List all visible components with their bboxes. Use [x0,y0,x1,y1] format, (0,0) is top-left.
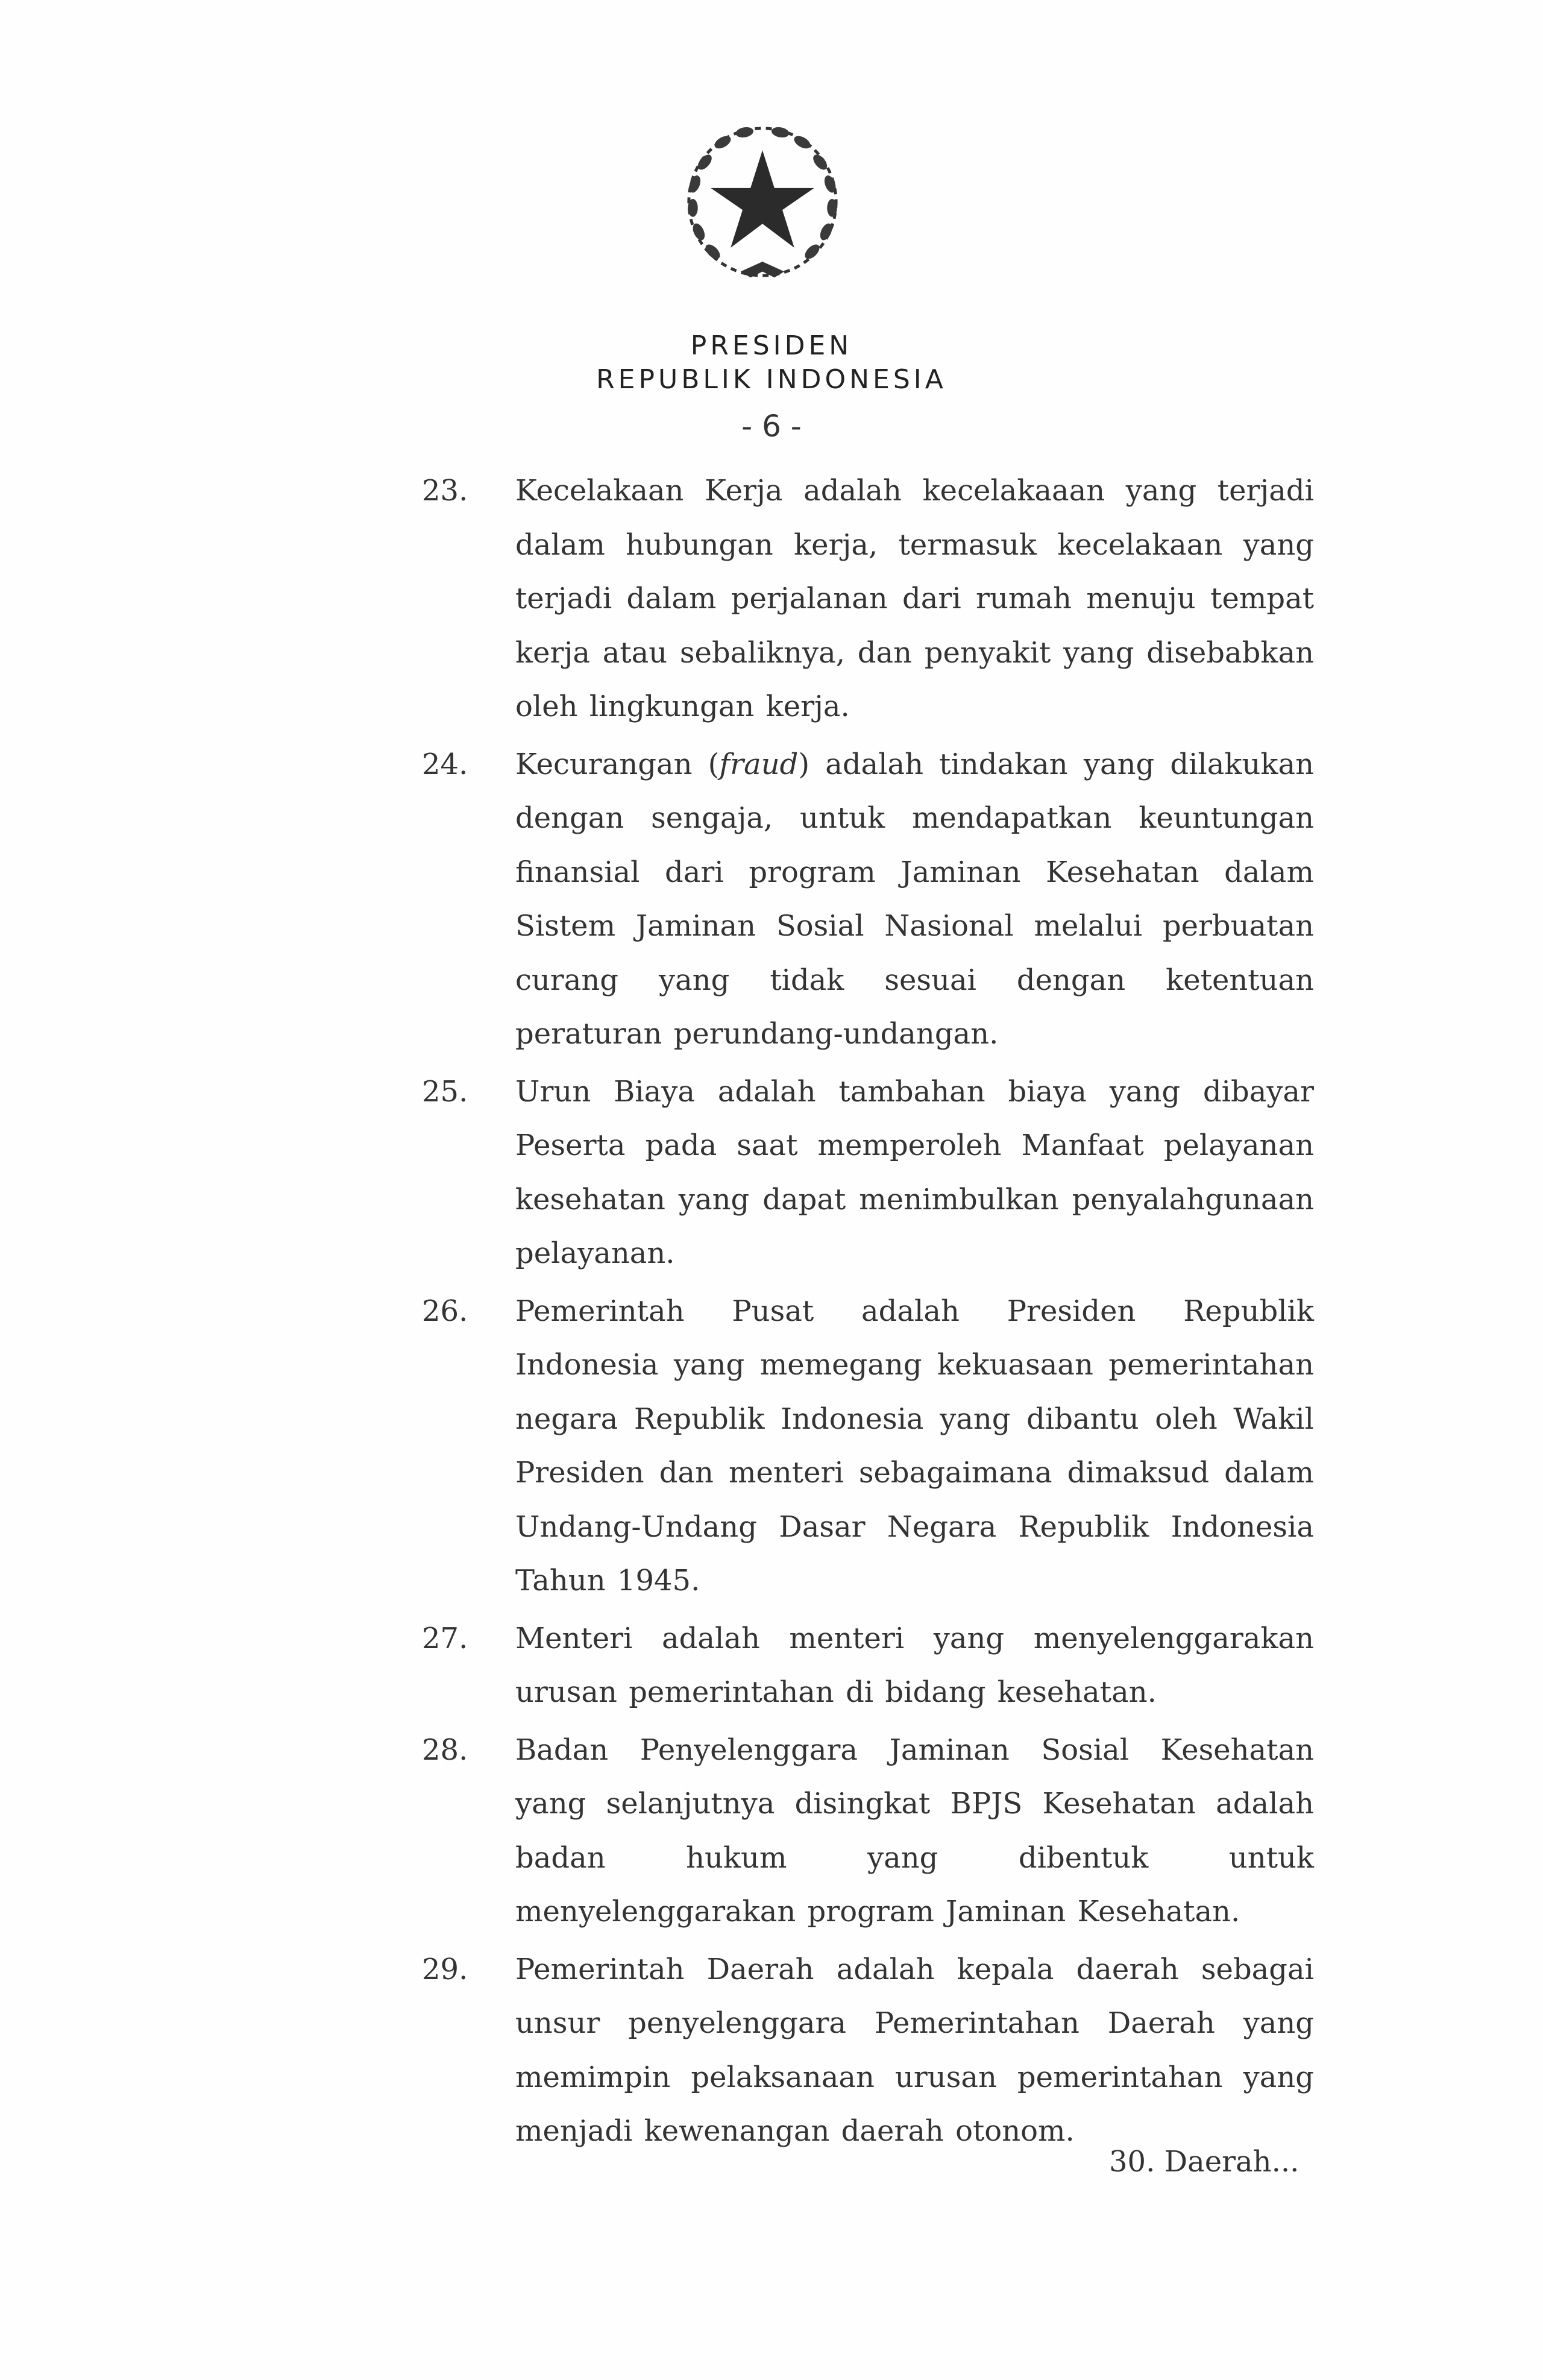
garuda-star-emblem-icon [663,102,862,301]
item-number: 23. [422,474,468,508]
list-item-28 [422,1724,1314,1939]
list-item-25 [422,1065,1314,1281]
item-text: Urun Biaya adalah tambahan biaya yang dibayar Peserta pada saat memperoleh Manfaat pelayanan kesehatan yang dapat menimbulkan penyalahgunaan pelayanan. [515,1074,1314,1270]
item-number: 27. [422,1621,468,1655]
page-number: - 6 - [741,409,802,444]
item-text: Pemerintah Daerah adalah kepala daerah sebagai unsur penyelenggara Pemerintahan Daerah yang memimpin pelaksanaan urusan pemerintahan yang menjadi kewenangan daerah otonom. [515,1952,1314,2148]
list-item-26 [422,1285,1314,1608]
item-text-italic: fraud [719,747,799,781]
item-text: Menteri adalah menteri yang menyelenggarakan urusan pemerintahan di bidang kesehatan. [515,1621,1314,1709]
item-text: Pemerintah Pusat adalah Presiden Republik Indonesia yang memegang kekuasaan pemerintahan negara Republik Indonesia yang dibantu oleh Wakil Presiden dan menteri sebagaimana dimaksud dalam Undang-Undang Dasar Negara Republik Indonesia Tahun 1945. [515,1294,1314,1598]
item-text-before: Kecurangan ( [515,747,720,781]
list-item-29 [422,1943,1314,2159]
item-text [515,738,1314,1062]
item-text: Badan Penyelenggara Jaminan Sosial Kesehatan yang selanjutnya disingkat BPJS Kesehatan adalah badan hukum yang dibentuk untuk menyelenggarakan program Jaminan Kesehatan. [515,1733,1314,1928]
list-item-24 [422,738,1314,1062]
catchword: 30. Daerah... [1109,2145,1299,2179]
header-line-republik: REPUBLIK INDONESIA [596,364,947,395]
item-number: 25. [422,1074,468,1109]
item-text: Kecelakaan Kerja adalah kecelakaaan yang terjadi dalam hubungan kerja, termasuk kecelakaan yang terjadi dalam perjalanan dari rumah menuju tempat kerja atau sebaliknya, dan penyakit yang disebabkan oleh lingkungan kerja. [515,474,1314,723]
item-text-after: ) adalah tindakan yang dilakukan dengan sengaja, untuk mendapatkan keuntungan finansial dari program Jaminan Kesehatan dalam Sistem Jaminan Sosial Nasional melalui perbuatan curang yang tidak sesuai dengan ketentuan peraturan perundang-undangan. [515,747,1314,1051]
definition-list [422,464,1314,2162]
list-item-23 [422,464,1314,734]
list-item-27 [422,1612,1314,1720]
item-number: 28. [422,1733,468,1767]
item-number: 26. [422,1294,468,1328]
item-number: 29. [422,1952,468,1986]
item-number: 24. [422,747,468,781]
header-line-presiden: PRESIDEN [690,330,853,361]
